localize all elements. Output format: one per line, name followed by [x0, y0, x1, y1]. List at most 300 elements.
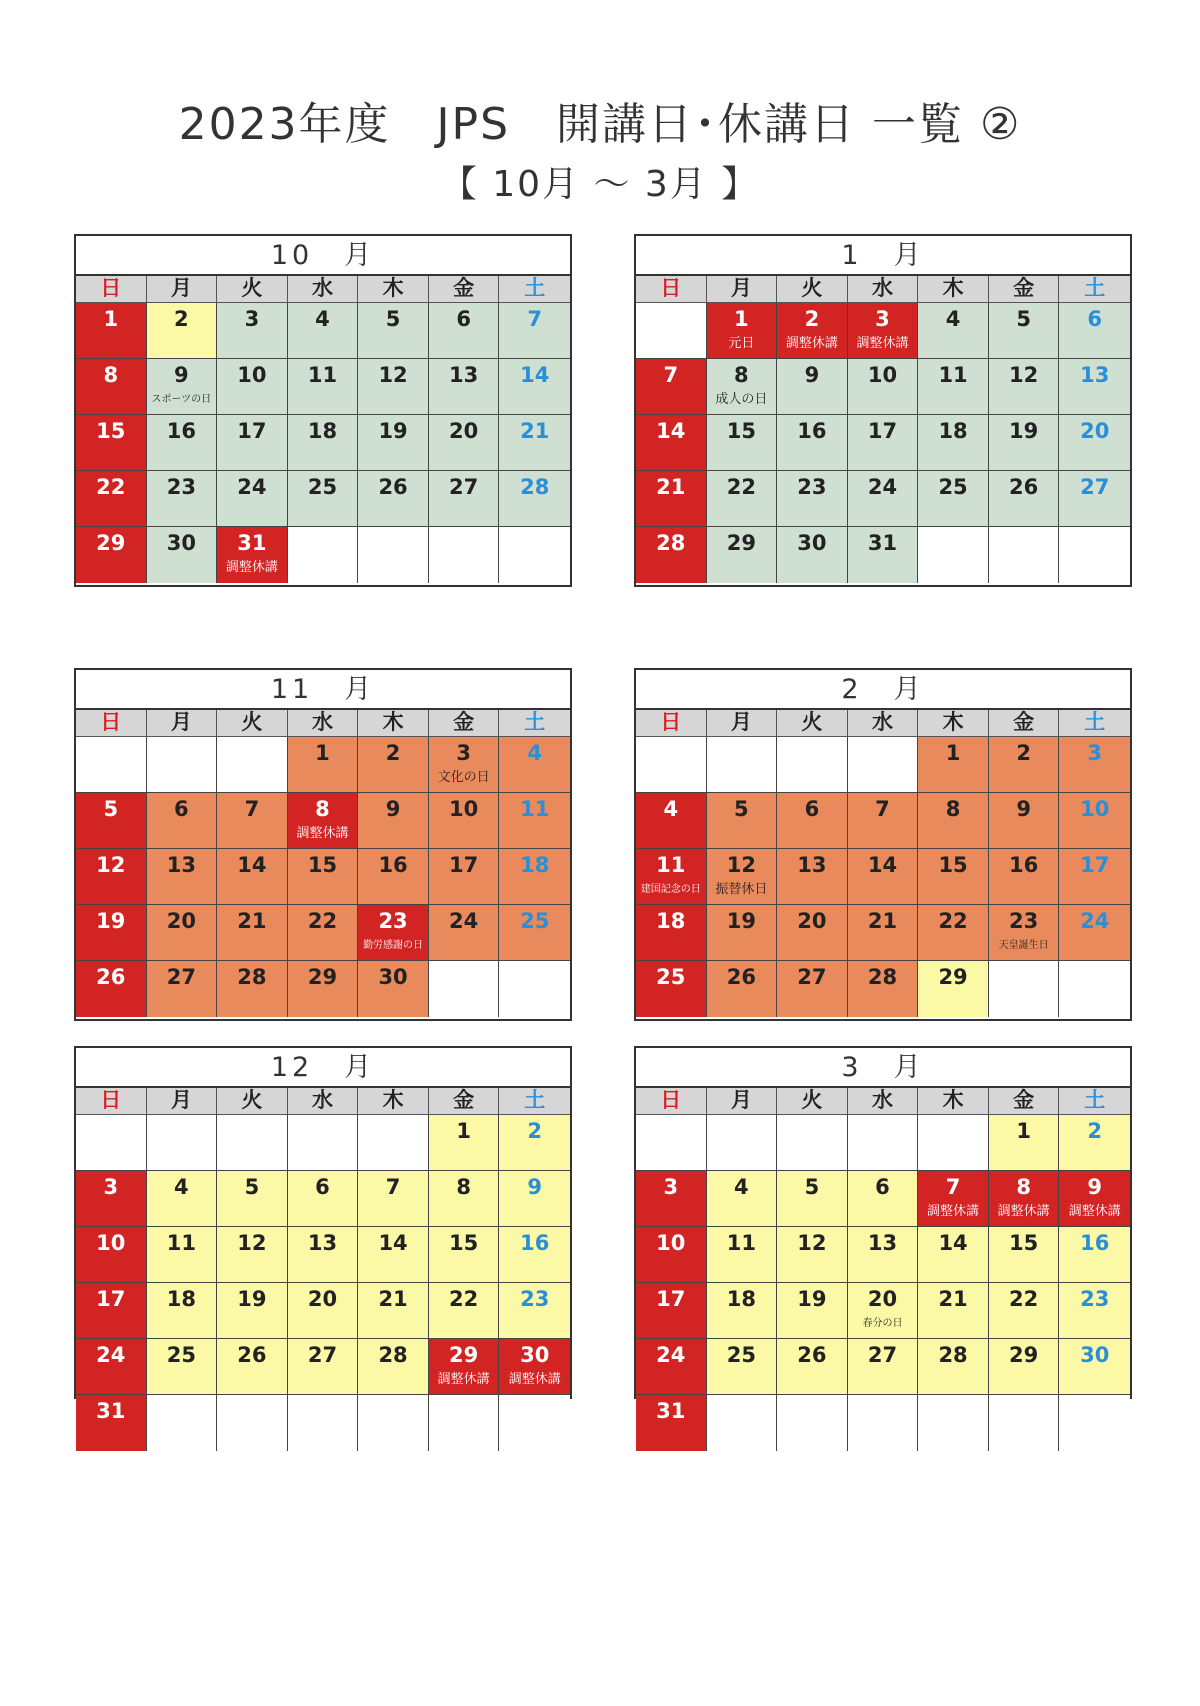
day-cell [707, 1283, 778, 1339]
day-number: 21 [237, 909, 267, 933]
weekday-label: 火 [217, 276, 288, 303]
day-number: 15 [938, 853, 968, 877]
day-cell [76, 961, 147, 1017]
day-note: 調整休講 [997, 1204, 1050, 1219]
day-number: 14 [520, 363, 550, 387]
day-number: 13 [307, 1231, 338, 1255]
day-cell [707, 471, 778, 527]
day-cell [1059, 359, 1130, 415]
day-cell [707, 737, 778, 793]
day-cell [429, 849, 500, 905]
day-number: 24 [96, 1343, 126, 1367]
calendar-october [74, 234, 572, 587]
weekday-label: 日 [636, 710, 707, 737]
day-number: 16 [1080, 1231, 1110, 1255]
day-number: 16 [166, 419, 196, 443]
day-cell [217, 737, 288, 793]
day-number: 7 [875, 797, 890, 821]
day-cell [636, 1283, 707, 1339]
day-cell [429, 961, 500, 1017]
day-number: 19 [1009, 419, 1039, 443]
day-number: 9 [527, 1175, 543, 1199]
day-cell [147, 1171, 218, 1227]
day-number: 26 [96, 965, 126, 989]
day-cell [499, 905, 570, 961]
day-cell [777, 849, 848, 905]
day-cell [147, 793, 218, 849]
weekday-label: 月 [147, 710, 218, 737]
day-cell [848, 303, 919, 359]
day-number: 22 [307, 909, 338, 933]
weekday-label: 火 [777, 1088, 848, 1115]
day-cell [848, 737, 919, 793]
day-number: 31 [867, 531, 898, 555]
weekday-label: 木 [358, 710, 429, 737]
day-cell [707, 1395, 778, 1451]
day-note: 建国記念の日 [640, 884, 701, 895]
day-cell [1059, 849, 1130, 905]
weekday-label: 金 [429, 1088, 500, 1115]
day-cell [1059, 303, 1130, 359]
day-cell [918, 415, 989, 471]
day-number: 21 [867, 909, 898, 933]
day-number: 27 [1080, 475, 1110, 499]
day-cell [777, 1171, 848, 1227]
day-cell [777, 471, 848, 527]
day-cell [918, 1227, 989, 1283]
day-number: 31 [96, 1399, 126, 1423]
weekday-header-row [76, 710, 570, 737]
day-cell [288, 1227, 359, 1283]
day-cell [777, 1339, 848, 1395]
day-number: 24 [656, 1343, 686, 1367]
day-cell [989, 303, 1060, 359]
day-cell [1059, 1115, 1130, 1171]
day-number: 19 [237, 1287, 267, 1311]
day-cell [636, 961, 707, 1017]
day-cell [989, 359, 1060, 415]
day-cell [76, 905, 147, 961]
day-number: 13 [867, 1231, 898, 1255]
day-number: 24 [1080, 909, 1110, 933]
weekday-label: 日 [636, 276, 707, 303]
day-number: 28 [378, 1343, 408, 1367]
day-cell [707, 1115, 778, 1171]
day-cell [429, 303, 500, 359]
day-cell [989, 849, 1060, 905]
day-cell [918, 793, 989, 849]
calendar-december [74, 1046, 572, 1423]
day-cell [499, 1395, 570, 1451]
day-cell [848, 415, 919, 471]
day-number: 26 [1009, 475, 1039, 499]
day-number: 20 [449, 419, 479, 443]
day-note: 春分の日 [862, 1318, 903, 1329]
day-cell [499, 793, 570, 849]
day-cell [636, 359, 707, 415]
weekday-label: 金 [429, 276, 500, 303]
calendar-november [74, 668, 572, 1021]
day-number: 29 [726, 531, 756, 555]
day-cell [1059, 1339, 1130, 1395]
day-note: 天皇誕生日 [998, 940, 1049, 951]
day-number: 4 [945, 307, 961, 331]
day-number: 5 [734, 797, 749, 821]
day-cell [358, 471, 429, 527]
day-number: 28 [520, 475, 550, 499]
day-cell [76, 527, 147, 583]
day-cell [636, 1115, 707, 1171]
day-number: 4 [527, 741, 543, 765]
day-cell [636, 1227, 707, 1283]
weekday-label: 月 [147, 276, 218, 303]
day-number: 2 [804, 307, 820, 331]
page-title: 2023年度 JPS 開講日･休講日 一覧 ② [178, 99, 1022, 150]
weekday-header-row [636, 276, 1130, 303]
day-cell [848, 1227, 919, 1283]
day-number: 11 [520, 797, 550, 821]
day-cell [636, 905, 707, 961]
day-number: 30 [166, 531, 196, 555]
day-cell [918, 1395, 989, 1451]
day-cell [707, 1339, 778, 1395]
day-cell [918, 1283, 989, 1339]
day-cell [636, 737, 707, 793]
day-number: 1 [1016, 1119, 1031, 1143]
day-cell [217, 1115, 288, 1171]
day-number: 12 [1009, 363, 1039, 387]
day-number: 21 [520, 419, 550, 443]
day-cell [918, 1115, 989, 1171]
day-cell [918, 905, 989, 961]
day-cell [147, 1395, 218, 1451]
day-cell [76, 303, 147, 359]
day-number: 12 [237, 1231, 267, 1255]
day-cell [217, 1395, 288, 1451]
weekday-label: 土 [499, 1088, 570, 1115]
day-number: 7 [945, 1175, 961, 1199]
day-grid [76, 737, 570, 1017]
day-number: 30 [378, 965, 408, 989]
day-number: 23 [1080, 1287, 1110, 1311]
day-cell [848, 1283, 919, 1339]
day-note: 調整休講 [296, 826, 349, 841]
day-number: 27 [166, 965, 196, 989]
day-number: 1 [456, 1119, 471, 1143]
weekday-label: 木 [918, 710, 989, 737]
day-cell [989, 961, 1060, 1017]
day-cell [636, 1395, 707, 1451]
day-number: 20 [1080, 419, 1110, 443]
weekday-header-row [76, 1088, 570, 1115]
day-cell [76, 793, 147, 849]
day-number: 6 [875, 1175, 890, 1199]
day-number: 11 [656, 853, 686, 877]
day-cell [217, 303, 288, 359]
day-number: 20 [307, 1287, 338, 1311]
day-number: 22 [726, 475, 756, 499]
day-cell [76, 737, 147, 793]
day-number: 6 [1087, 307, 1103, 331]
weekday-label: 火 [777, 276, 848, 303]
day-number: 25 [307, 475, 338, 499]
day-number: 3 [663, 1175, 679, 1199]
day-cell [217, 905, 288, 961]
day-number: 30 [520, 1343, 550, 1367]
day-number: 19 [96, 909, 126, 933]
day-number: 18 [307, 419, 338, 443]
day-note: 振替休日 [715, 882, 768, 897]
day-cell [918, 359, 989, 415]
day-cell [1059, 527, 1130, 583]
day-number: 18 [938, 419, 968, 443]
day-cell [217, 1339, 288, 1395]
day-cell [499, 359, 570, 415]
day-cell [147, 1227, 218, 1283]
day-cell [1059, 1395, 1130, 1451]
day-number: 18 [520, 853, 550, 877]
day-cell [147, 737, 218, 793]
day-cell [777, 961, 848, 1017]
day-cell [989, 1115, 1060, 1171]
day-cell [777, 1115, 848, 1171]
day-number: 6 [174, 797, 189, 821]
day-number: 1 [945, 741, 961, 765]
day-cell [358, 359, 429, 415]
weekday-label: 月 [147, 1088, 218, 1115]
day-cell [499, 303, 570, 359]
day-cell [707, 1227, 778, 1283]
day-number: 23 [520, 1287, 550, 1311]
day-cell [358, 415, 429, 471]
day-cell [147, 1115, 218, 1171]
day-grid [636, 737, 1130, 1017]
day-cell [848, 961, 919, 1017]
day-number: 2 [174, 307, 189, 331]
day-number: 16 [1009, 853, 1039, 877]
day-cell [989, 737, 1060, 793]
day-number: 10 [1080, 797, 1110, 821]
day-cell [989, 1395, 1060, 1451]
day-number: 20 [166, 909, 196, 933]
day-number: 29 [938, 965, 968, 989]
day-cell [429, 471, 500, 527]
day-note: 調整休講 [785, 336, 838, 351]
day-cell [918, 849, 989, 905]
day-cell [636, 303, 707, 359]
day-number: 20 [797, 909, 827, 933]
day-cell [429, 1115, 500, 1171]
day-number: 16 [797, 419, 827, 443]
month-header: 11 月 [76, 670, 570, 710]
day-number: 10 [237, 363, 267, 387]
day-number: 26 [726, 965, 756, 989]
day-cell [989, 905, 1060, 961]
day-cell [636, 793, 707, 849]
day-number: 14 [938, 1231, 968, 1255]
weekday-label: 土 [499, 710, 570, 737]
day-number: 5 [1016, 307, 1031, 331]
weekday-label: 水 [848, 710, 919, 737]
day-grid [636, 303, 1130, 583]
day-cell [429, 359, 500, 415]
day-number: 10 [867, 363, 898, 387]
day-number: 15 [449, 1231, 479, 1255]
day-number: 27 [797, 965, 827, 989]
day-number: 5 [244, 1175, 260, 1199]
day-number: 19 [726, 909, 756, 933]
day-number: 22 [96, 475, 126, 499]
day-number: 25 [166, 1343, 196, 1367]
day-cell [358, 303, 429, 359]
day-number: 19 [797, 1287, 827, 1311]
day-number: 19 [378, 419, 408, 443]
day-cell [499, 961, 570, 1017]
day-cell [989, 527, 1060, 583]
day-number: 8 [456, 1175, 471, 1199]
day-cell [707, 415, 778, 471]
day-number: 4 [734, 1175, 749, 1199]
day-cell [429, 905, 500, 961]
day-note: 調整休講 [508, 1372, 561, 1387]
day-number: 31 [237, 531, 267, 555]
day-number: 23 [797, 475, 827, 499]
day-cell [358, 1171, 429, 1227]
page-subtitle: 【 10月 ～ 3月 】 [440, 164, 760, 205]
day-cell [499, 1227, 570, 1283]
day-number: 25 [726, 1343, 756, 1367]
day-cell [918, 471, 989, 527]
day-number: 17 [96, 1287, 126, 1311]
day-cell [777, 793, 848, 849]
day-number: 17 [656, 1287, 686, 1311]
day-number: 28 [656, 531, 686, 555]
day-number: 16 [520, 1231, 550, 1255]
day-cell [288, 1115, 359, 1171]
weekday-label: 日 [636, 1088, 707, 1115]
day-number: 4 [174, 1175, 189, 1199]
day-cell [848, 471, 919, 527]
day-number: 21 [656, 475, 686, 499]
day-number: 27 [307, 1343, 338, 1367]
day-cell [288, 849, 359, 905]
weekday-label: 日 [76, 1088, 147, 1115]
day-number: 2 [527, 1119, 543, 1143]
day-cell [499, 849, 570, 905]
day-cell [1059, 415, 1130, 471]
month-header: 2 月 [636, 670, 1130, 710]
day-cell [777, 737, 848, 793]
weekday-label: 金 [429, 710, 500, 737]
day-cell [918, 303, 989, 359]
day-cell [358, 1283, 429, 1339]
day-cell [989, 1227, 1060, 1283]
day-cell [76, 1283, 147, 1339]
day-cell [358, 1227, 429, 1283]
day-cell [499, 415, 570, 471]
day-number: 27 [867, 1343, 898, 1367]
weekday-header-row [636, 1088, 1130, 1115]
day-cell [147, 415, 218, 471]
day-cell [76, 1395, 147, 1451]
day-number: 15 [1009, 1231, 1039, 1255]
weekday-label: 木 [358, 276, 429, 303]
day-cell [848, 527, 919, 583]
weekday-label: 土 [1059, 710, 1130, 737]
day-cell [217, 471, 288, 527]
day-cell [358, 849, 429, 905]
weekday-label: 火 [777, 710, 848, 737]
day-number: 9 [1016, 797, 1031, 821]
day-cell [288, 961, 359, 1017]
day-number: 23 [1009, 909, 1039, 933]
day-cell [429, 1171, 500, 1227]
weekday-label: 土 [1059, 276, 1130, 303]
day-cell [429, 415, 500, 471]
day-grid [76, 1115, 570, 1451]
day-number: 7 [244, 797, 260, 821]
day-number: 30 [1080, 1343, 1110, 1367]
day-number: 3 [1087, 741, 1103, 765]
day-cell [288, 1339, 359, 1395]
day-note: 文化の日 [437, 770, 490, 785]
day-cell [636, 527, 707, 583]
day-cell [288, 1395, 359, 1451]
day-number: 13 [797, 853, 827, 877]
day-cell [777, 359, 848, 415]
day-number: 11 [307, 363, 338, 387]
day-number: 7 [527, 307, 543, 331]
day-cell [499, 1283, 570, 1339]
day-cell [848, 359, 919, 415]
day-cell [918, 1171, 989, 1227]
day-cell [288, 527, 359, 583]
day-note: 調整休講 [856, 336, 909, 351]
day-number: 3 [244, 307, 260, 331]
day-cell [918, 737, 989, 793]
day-number: 18 [726, 1287, 756, 1311]
day-cell [1059, 471, 1130, 527]
day-cell [848, 793, 919, 849]
day-number: 16 [378, 853, 408, 877]
weekday-header-row [636, 710, 1130, 737]
day-number: 29 [96, 531, 126, 555]
day-number: 12 [726, 853, 756, 877]
day-number: 26 [797, 1343, 827, 1367]
day-note: 元日 [728, 336, 755, 351]
day-cell [848, 1171, 919, 1227]
day-number: 8 [103, 363, 119, 387]
month-header: 10 月 [76, 236, 570, 276]
day-number: 18 [166, 1287, 196, 1311]
calendar-january [634, 234, 1132, 587]
day-number: 6 [456, 307, 471, 331]
day-cell [848, 849, 919, 905]
day-number: 21 [378, 1287, 408, 1311]
day-cell [76, 849, 147, 905]
day-cell [1059, 737, 1130, 793]
day-number: 29 [307, 965, 338, 989]
day-cell [217, 527, 288, 583]
weekday-label: 金 [989, 1088, 1060, 1115]
day-number: 24 [867, 475, 898, 499]
day-number: 6 [315, 1175, 330, 1199]
calendar-march [634, 1046, 1132, 1423]
day-number: 2 [385, 741, 401, 765]
day-number: 3 [103, 1175, 119, 1199]
day-number: 22 [1009, 1287, 1039, 1311]
day-number: 23 [166, 475, 196, 499]
